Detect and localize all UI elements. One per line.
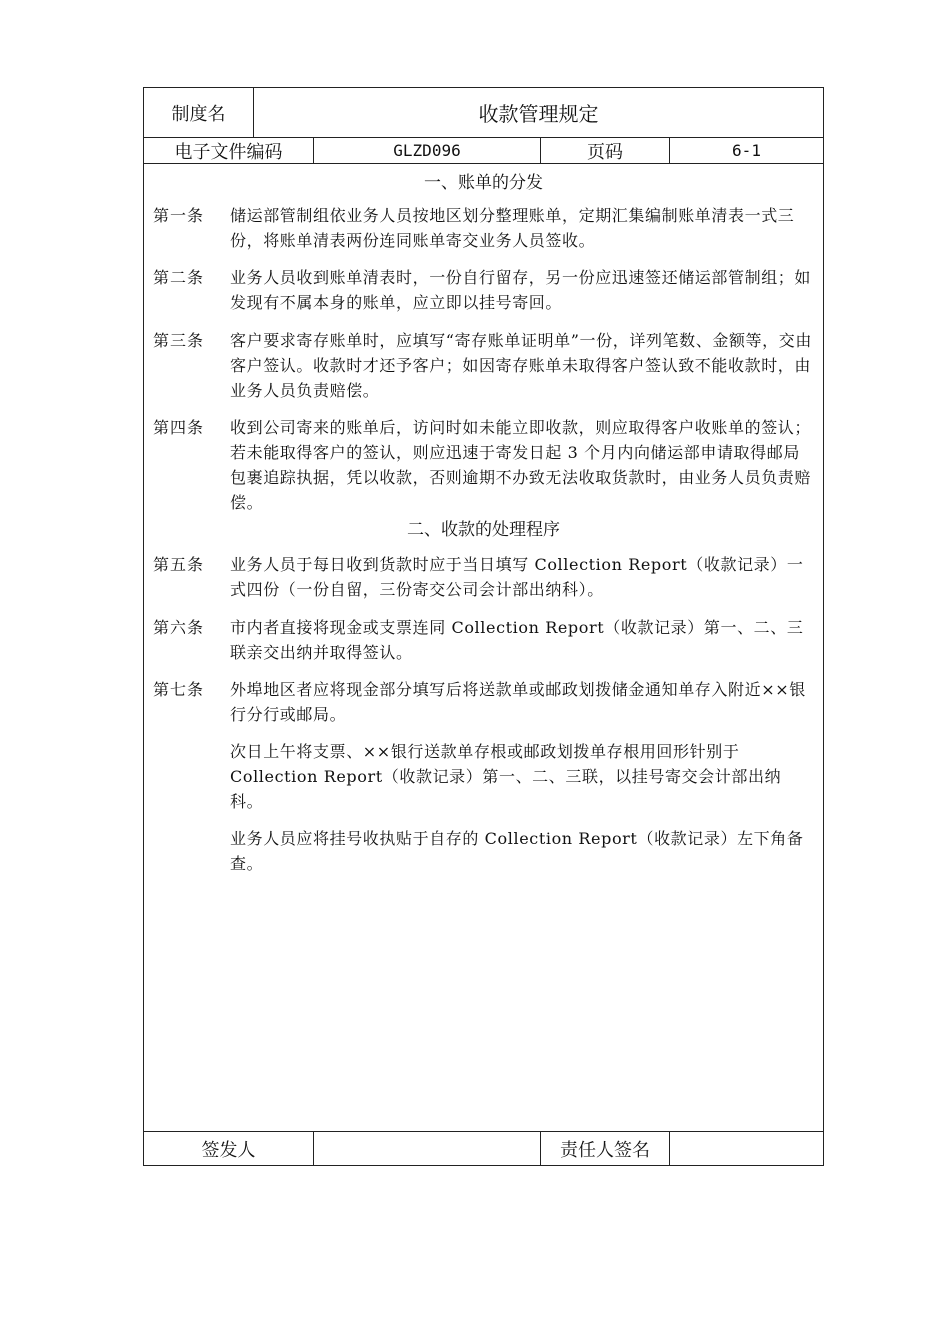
- file-code-label: 电子文件编码: [174, 141, 283, 163]
- section-heading-bill-distribution: 一、账单的分发: [424, 173, 543, 193]
- policy-name-label: 制度名: [171, 103, 226, 125]
- article-number: 第五条: [153, 555, 205, 574]
- article-text: 客户要求寄存账单时，应填写“寄存账单证明单”一份，详列笔数、金额等，交由客户签认。收款时才还予客户；如因寄存账单未取得客户签认致不能收款时，由业务人员负责赔偿。: [230, 331, 812, 400]
- responsible-person-label: 责任人签名: [560, 1140, 650, 1161]
- article-text: 外埠地区者应将现金部分填写后将送款单或邮政划拨储金通知单存入附近××银行分行或邮局。: [230, 680, 806, 724]
- article-number: 第七条: [153, 680, 205, 699]
- article-text: 业务人员于每日收到货款时应于当日填写 Collection Report（收款记录）一式四份（一份自留，三份寄交公司会计部出纳科）。: [230, 555, 804, 599]
- responsible-signature-field[interactable]: [670, 1132, 823, 1166]
- article-text: 市内者直接将现金或支票连同 Collection Report（收款记录）第一、二、三联亲交出纳并取得签认。: [230, 618, 804, 662]
- page-number-value: 6-1: [732, 141, 761, 160]
- article-number: 第一条: [153, 206, 205, 225]
- issuer-label: 签发人: [201, 1140, 256, 1161]
- article-text: 收到公司寄来的账单后，访问时如未能立即收款，则应取得客户收账单的签认；若未能取得客户的签认，则应迅速于寄发日起 3 个月内向储运部申请取得邮局包裹追踪执据，凭以收款，否则逾期不办致无法收取货款时，由业务人员负责赔偿。: [230, 418, 812, 512]
- article-number: 第六条: [153, 618, 205, 637]
- article-number: 第四条: [153, 418, 205, 437]
- article-7-paragraph-2: 次日上午将支票、××银行送款单存根或邮政划拨单存根用回形针别于 Collection Report（收款记录）第一、二、三联，以挂号寄交会计部出纳科。: [230, 742, 782, 811]
- policy-title: 收款管理规定: [478, 102, 599, 126]
- file-code-value: GLZD096: [393, 141, 461, 160]
- article-text: 储运部管制组依业务人员按地区划分整理账单，定期汇集编制账单清表一式三份，将账单清表两份连同账单寄交业务人员签收。: [230, 206, 795, 250]
- article-7-paragraph-3: 业务人员应将挂号收执贴于自存的 Collection Report（收款记录）左下角备查。: [230, 829, 804, 873]
- page-number-label: 页码: [587, 141, 623, 163]
- section-heading-collection-procedure: 二、收款的处理程序: [407, 520, 560, 540]
- article-text: 业务人员收到账单清表时，一份自行留存，另一份应迅速签还储运部管制组；如发现有不属本身的账单，应立即以挂号寄回。: [230, 268, 812, 312]
- issuer-signature-field[interactable]: [314, 1132, 540, 1166]
- article-number: 第二条: [153, 268, 205, 287]
- article-number: 第三条: [153, 331, 205, 350]
